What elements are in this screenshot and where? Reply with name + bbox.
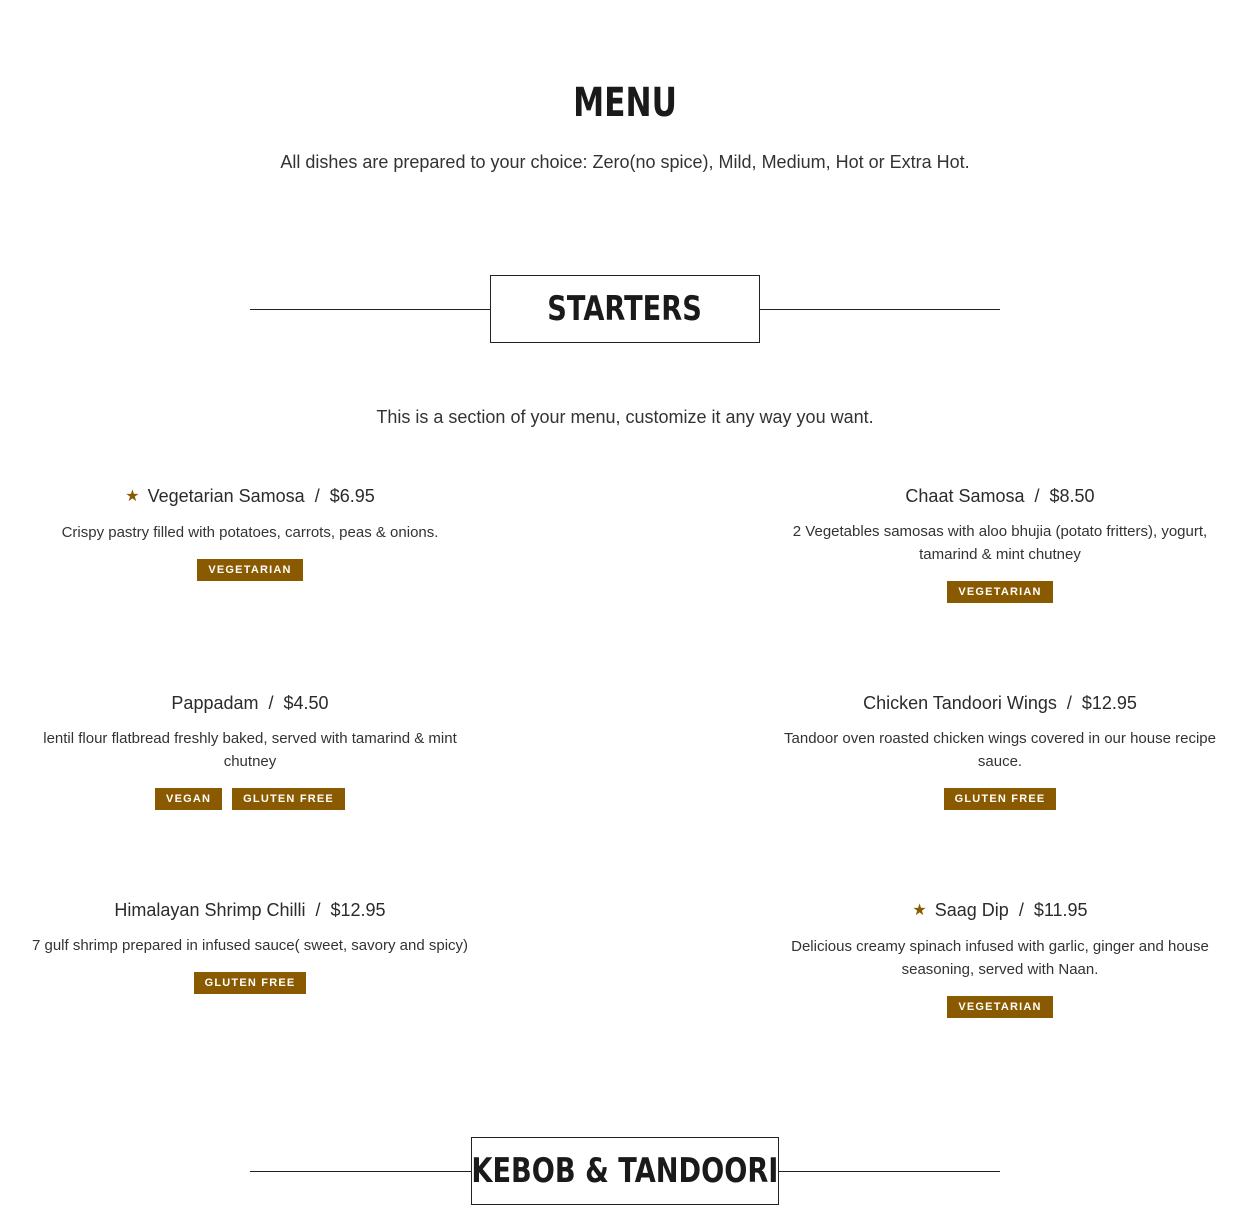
item-description: Delicious creamy spinach infused with garlic, ginger and house seasoning, served with Naan. bbox=[791, 938, 1209, 978]
menu-item bbox=[20, 898, 480, 994]
tag-badge: GLUTEN FREE bbox=[194, 972, 307, 994]
page-subtitle: All dishes are prepared to your choice: Zero(no spice), Mild, Medium, Hot or Extra Hot. bbox=[280, 152, 970, 172]
item-tags bbox=[20, 972, 480, 994]
item-tags bbox=[770, 788, 1230, 810]
section-header-kebob-tandoori bbox=[250, 1137, 1000, 1207]
section-header-starters bbox=[250, 275, 1000, 345]
star-icon: ★ bbox=[912, 902, 927, 919]
item-tags bbox=[20, 559, 480, 581]
tag-badge: VEGETARIAN bbox=[197, 559, 302, 581]
tag-badge: GLUTEN FREE bbox=[944, 788, 1057, 810]
price-separator: / bbox=[1034, 486, 1040, 506]
item-heading bbox=[20, 484, 480, 509]
section-title: STARTERS bbox=[547, 289, 703, 329]
item-price: $11.95 bbox=[1033, 900, 1088, 920]
item-name: Saag Dip bbox=[934, 900, 1009, 920]
item-name: Chicken Tandoori Wings bbox=[863, 693, 1057, 713]
item-description: lentil flour flatbread freshly baked, served with tamarind & mint chutney bbox=[43, 730, 457, 770]
price-separator: / bbox=[315, 900, 321, 920]
menu-item bbox=[20, 691, 480, 810]
item-tags bbox=[770, 996, 1230, 1018]
star-icon: ★ bbox=[125, 488, 140, 505]
item-price: $12.95 bbox=[1081, 693, 1137, 713]
price-separator: / bbox=[1018, 900, 1024, 920]
menu-item bbox=[770, 484, 1230, 603]
item-heading bbox=[770, 484, 1230, 508]
tag-badge: GLUTEN FREE bbox=[232, 788, 345, 810]
item-description: Crispy pastry filled with potatoes, carrots, peas & onions. bbox=[61, 524, 439, 541]
price-separator: / bbox=[268, 693, 274, 713]
section-title-box bbox=[490, 275, 760, 343]
price-separator: / bbox=[1066, 693, 1072, 713]
item-name: Pappadam bbox=[171, 693, 259, 713]
price-separator: / bbox=[314, 486, 320, 506]
item-heading bbox=[770, 898, 1230, 923]
item-tags bbox=[20, 788, 480, 810]
item-price: $6.95 bbox=[329, 486, 375, 506]
tag-badge: VEGETARIAN bbox=[947, 996, 1052, 1018]
section-description: This is a section of your menu, customize it any way you want. bbox=[376, 407, 874, 427]
menu-item bbox=[770, 691, 1230, 810]
menu-item bbox=[20, 484, 480, 581]
page-title: MENU bbox=[573, 80, 677, 126]
item-description: 7 gulf shrimp prepared in infused sauce( sweet, savory and spicy) bbox=[31, 937, 469, 954]
item-heading bbox=[770, 691, 1230, 715]
tag-badge: VEGAN bbox=[155, 788, 222, 810]
tag-badge: VEGETARIAN bbox=[947, 581, 1052, 603]
item-description: Tandoor oven roasted chicken wings covered in our house recipe sauce. bbox=[784, 730, 1216, 770]
menu-item bbox=[770, 898, 1230, 1018]
item-heading bbox=[20, 691, 480, 715]
item-name: Himalayan Shrimp Chilli bbox=[114, 900, 306, 920]
item-price: $4.50 bbox=[283, 693, 329, 713]
item-name: Chaat Samosa bbox=[905, 486, 1025, 506]
item-price: $8.50 bbox=[1049, 486, 1095, 506]
item-tags bbox=[770, 581, 1230, 603]
section-title: KEBOB & TANDOORI bbox=[471, 1151, 779, 1191]
item-name: Vegetarian Samosa bbox=[147, 486, 305, 506]
item-heading bbox=[20, 898, 480, 922]
item-price: $12.95 bbox=[330, 900, 386, 920]
item-description: 2 Vegetables samosas with aloo bhujia (potato fritters), yogurt, tamarind & mint chutney bbox=[792, 523, 1208, 563]
section-title-box bbox=[471, 1137, 779, 1205]
